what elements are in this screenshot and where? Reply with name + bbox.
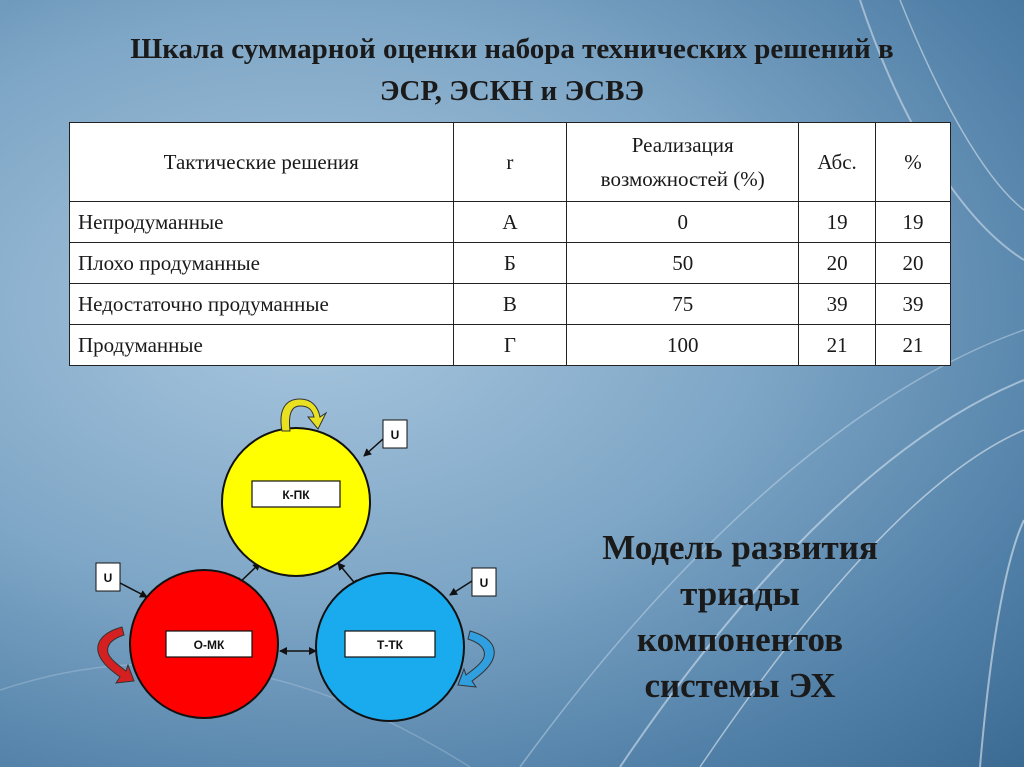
row-abs: 20 (799, 243, 876, 284)
table-row (70, 284, 951, 325)
row-realization: 0 (567, 202, 799, 243)
loop-top-arrow-icon (281, 399, 326, 431)
node-right-label: Т-ТК (377, 638, 403, 652)
table-row (70, 325, 951, 366)
input-u-top-arrow (364, 439, 383, 456)
header-tactical: Тактические решения (70, 123, 454, 202)
slide-title (40, 28, 984, 112)
input-u-top: U (390, 428, 400, 442)
header-realization (567, 123, 799, 202)
row-r: Г (453, 325, 567, 366)
row-name: Недостаточно продуманные (70, 284, 454, 325)
row-name: Плохо продуманные (70, 243, 454, 284)
row-r: В (453, 284, 567, 325)
header-percent: % (876, 123, 951, 202)
title-line-2: ЭСР, ЭСКН и ЭСВЭ (379, 75, 645, 107)
row-abs: 19 (799, 202, 876, 243)
row-abs: 39 (799, 284, 876, 325)
table-row (70, 243, 951, 284)
input-u-left: U (103, 571, 113, 585)
row-percent: 19 (876, 202, 951, 243)
input-u-right: U (479, 576, 489, 590)
row-r: А (453, 202, 567, 243)
evaluation-table (69, 122, 951, 366)
model-caption-line-3: компонентов (636, 620, 844, 659)
model-caption-line-2: триады (680, 574, 800, 613)
header-realization-line-2: возможностей (%) (600, 167, 765, 191)
row-percent: 39 (876, 284, 951, 325)
header-realization-line-1: Реализация (631, 133, 734, 157)
row-abs: 21 (799, 325, 876, 366)
header-abs: Абс. (799, 123, 876, 202)
input-u-left-arrow (120, 583, 147, 597)
node-left-label: О-МК (193, 638, 225, 652)
node-top-label: К-ПК (282, 488, 310, 502)
row-name: Продуманные (70, 325, 454, 366)
loop-left-arrow-icon (98, 627, 134, 683)
header-r: r (453, 123, 567, 202)
row-realization: 100 (567, 325, 799, 366)
input-u-right-arrow (450, 581, 472, 595)
row-name: Непродуманные (70, 202, 454, 243)
model-caption-line-4: системы ЭХ (644, 666, 836, 705)
model-caption-line-1: Модель развития (602, 528, 878, 567)
model-caption (555, 525, 925, 709)
row-r: Б (453, 243, 567, 284)
title-line-1: Шкала суммарной оценки набора технических решений в (130, 33, 894, 65)
table-header-row (70, 123, 951, 202)
row-percent: 20 (876, 243, 951, 284)
row-realization: 50 (567, 243, 799, 284)
row-percent: 21 (876, 325, 951, 366)
row-realization: 75 (567, 284, 799, 325)
triad-diagram (80, 395, 520, 735)
table-row (70, 202, 951, 243)
